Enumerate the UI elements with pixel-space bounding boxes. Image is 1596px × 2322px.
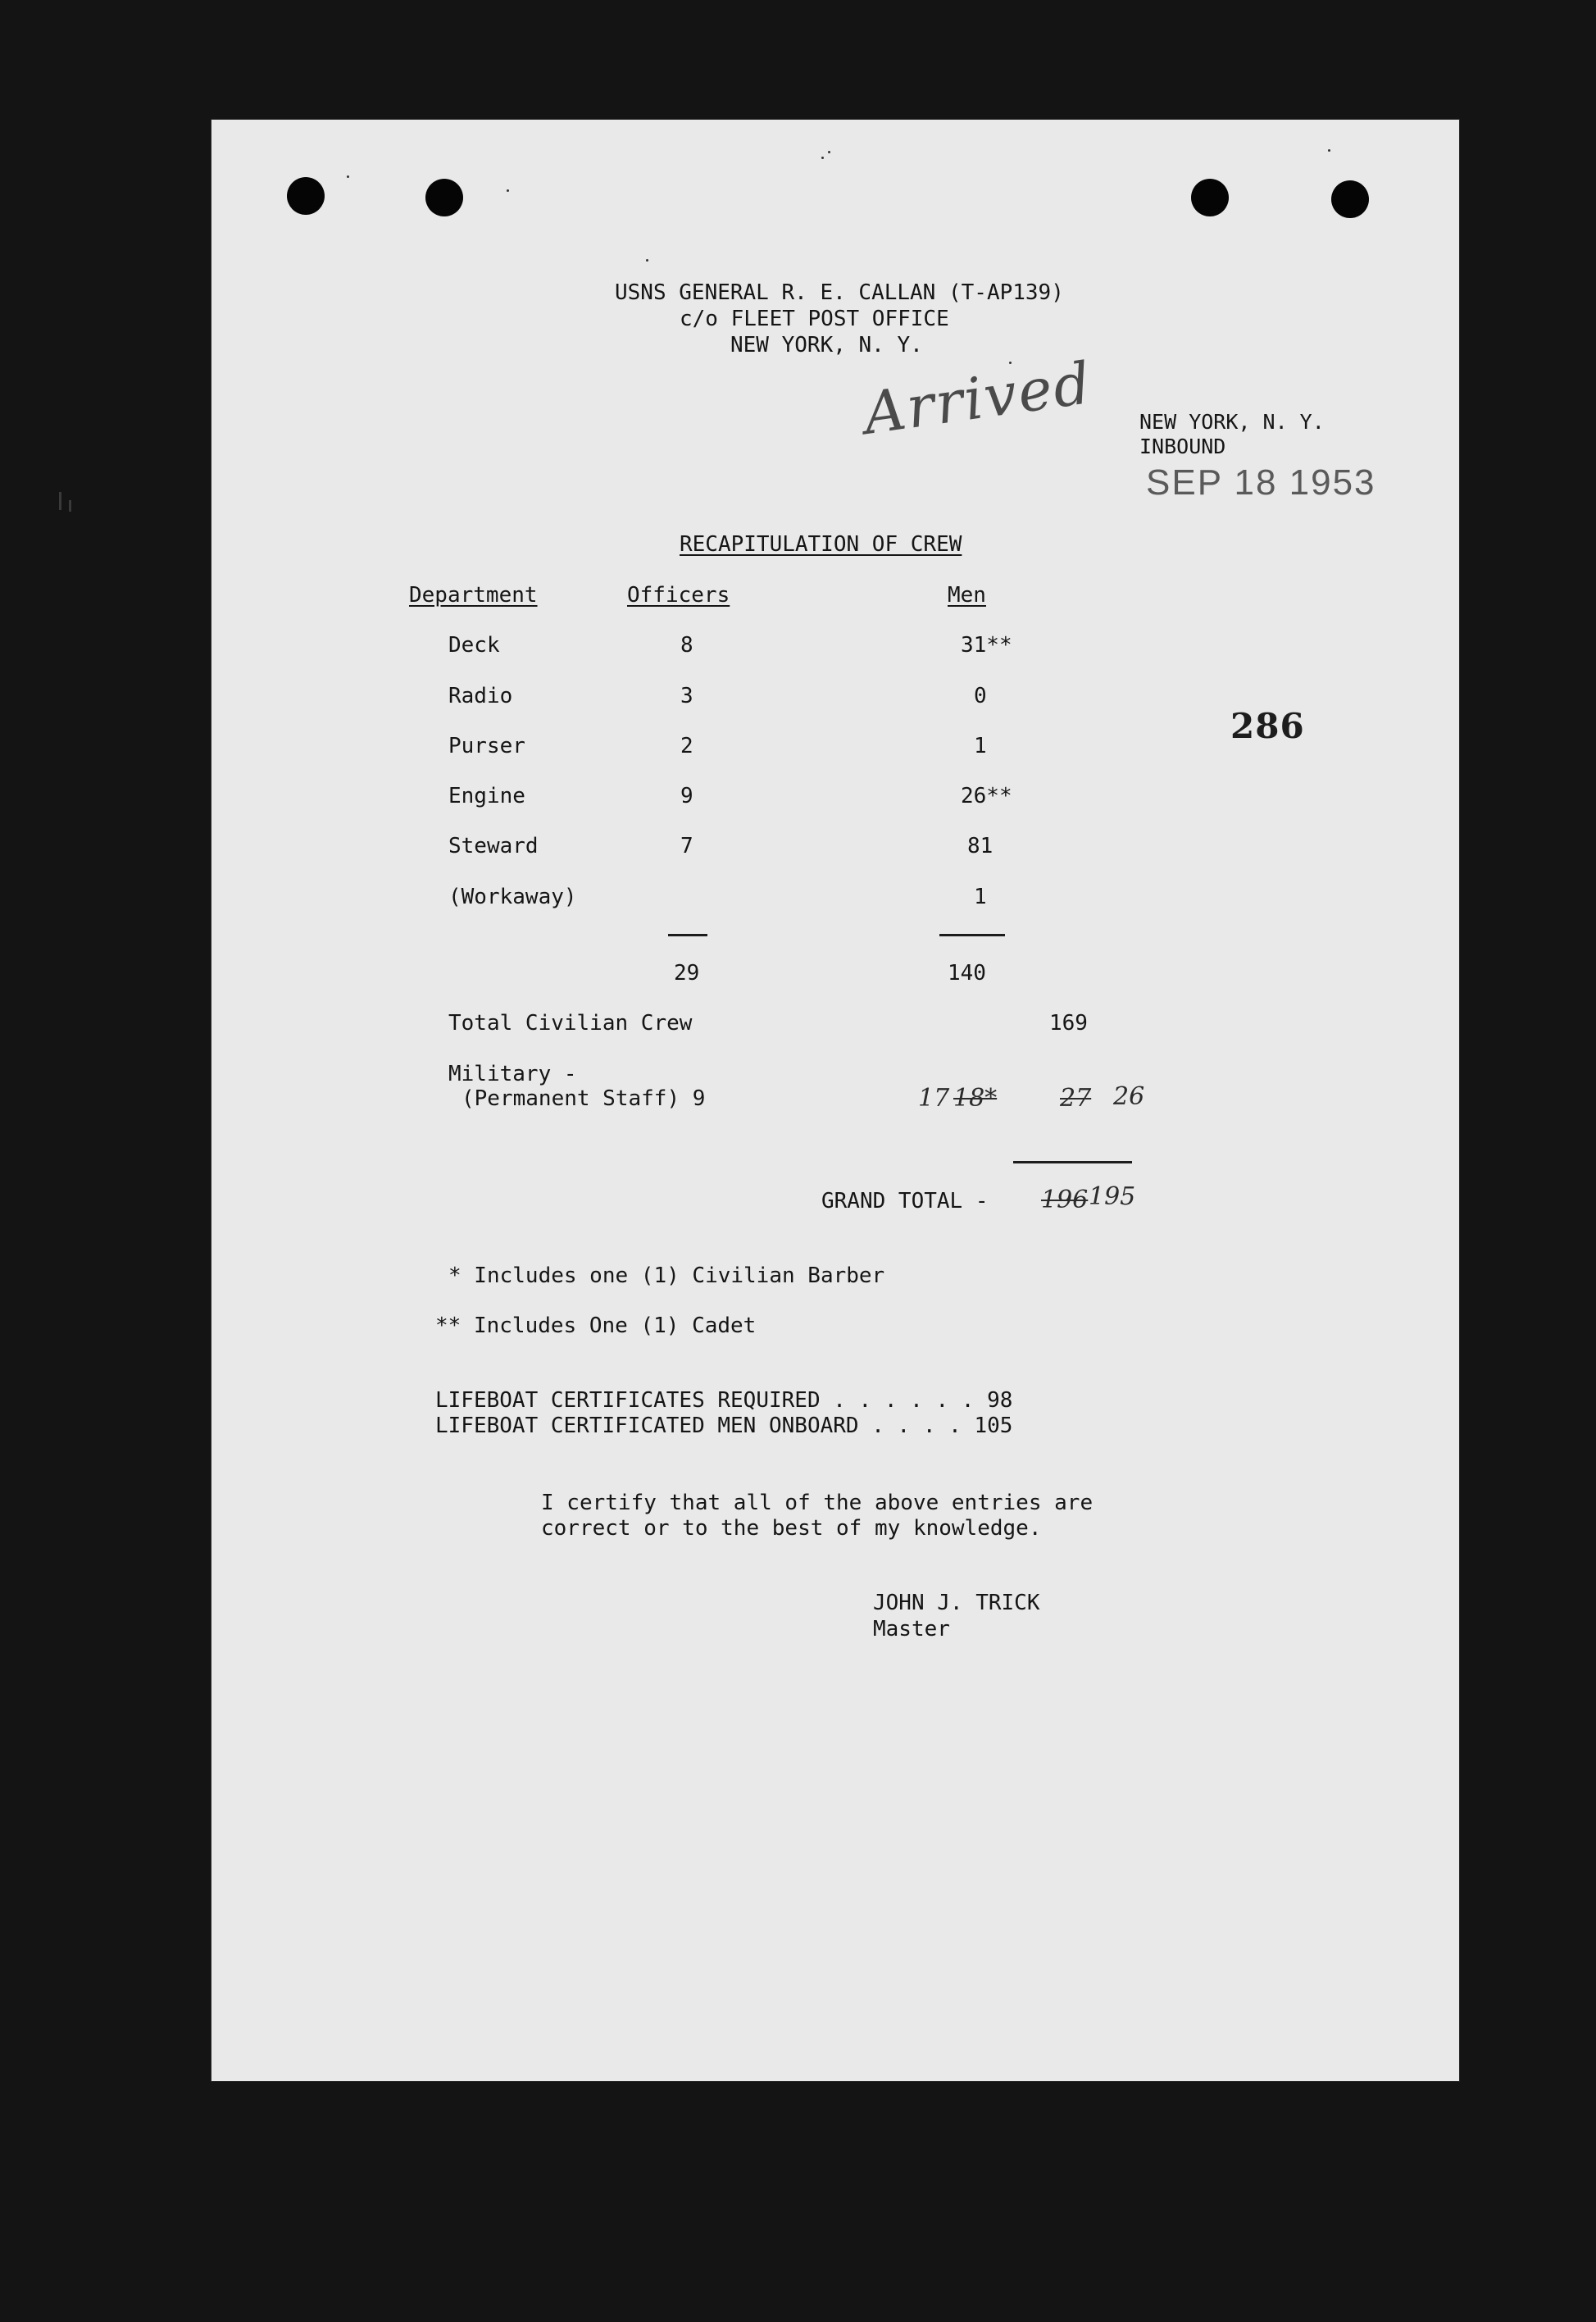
document-title: RECAPITULATION OF CREW bbox=[680, 532, 962, 557]
row-engine-men: 26** bbox=[961, 784, 1012, 808]
signature-name: JOHN J. TRICK bbox=[873, 1591, 1040, 1615]
lifeboat-onboard: LIFEBOAT CERTIFICATED MEN ONBOARD . . . . 105 bbox=[435, 1414, 1013, 1438]
officers-subtotal-rule bbox=[668, 934, 707, 936]
military-men-corrected: 17 bbox=[918, 1084, 950, 1113]
officers-subtotal: 29 bbox=[674, 961, 700, 986]
row-engine-dept: Engine bbox=[448, 784, 525, 808]
military-staff-label: (Permanent Staff) 9 bbox=[462, 1086, 706, 1111]
arrived-handwriting: Arrived bbox=[859, 348, 1096, 448]
footnote-barber: * Includes one (1) Civilian Barber bbox=[448, 1263, 885, 1288]
grand-total-corrected: 195 bbox=[1089, 1182, 1136, 1211]
punch-hole bbox=[287, 177, 325, 215]
certification-line-1: I certify that all of the above entries are bbox=[541, 1491, 1094, 1515]
row-purser-officers: 2 bbox=[680, 734, 693, 758]
row-purser-men: 1 bbox=[974, 734, 987, 758]
col-header-officers: Officers bbox=[627, 583, 730, 608]
total-civilian-label: Total Civilian Crew bbox=[448, 1011, 693, 1036]
paper-speck bbox=[1328, 149, 1330, 152]
punch-hole bbox=[1191, 179, 1229, 216]
military-total-corrected: 26 bbox=[1113, 1082, 1145, 1111]
city-line: NEW YORK, N. Y. bbox=[730, 333, 923, 357]
paper-speck bbox=[821, 157, 824, 159]
ship-name: USNS GENERAL R. E. CALLAN (T-AP139) bbox=[615, 280, 1064, 305]
document-page bbox=[211, 120, 1459, 2081]
row-deck-officers: 8 bbox=[680, 633, 693, 658]
lifeboat-required: LIFEBOAT CERTIFICATES REQUIRED . . . . . . 98 bbox=[435, 1388, 1013, 1413]
men-subtotal-rule bbox=[939, 934, 1005, 936]
military-total-struck: 27 bbox=[1060, 1084, 1092, 1113]
row-workaway-men: 1 bbox=[974, 885, 987, 909]
arrival-port: NEW YORK, N. Y. bbox=[1139, 410, 1325, 434]
row-workaway-dept: (Workaway) bbox=[448, 885, 577, 909]
military-men-struck: 18* bbox=[953, 1084, 998, 1113]
grand-total-struck: 196 bbox=[1041, 1186, 1089, 1214]
row-steward-men: 81 bbox=[967, 834, 994, 858]
signature-title: Master bbox=[873, 1617, 950, 1641]
date-stamp: SEP 18 1953 bbox=[1146, 462, 1376, 503]
total-civilian-value: 169 bbox=[1049, 1011, 1088, 1036]
punch-hole bbox=[1331, 180, 1369, 218]
page-number: 286 bbox=[1230, 706, 1305, 746]
scan-border-mark bbox=[69, 500, 71, 512]
row-purser-dept: Purser bbox=[448, 734, 525, 758]
row-deck-dept: Deck bbox=[448, 633, 500, 658]
row-steward-officers: 7 bbox=[680, 834, 693, 858]
military-label: Military - bbox=[448, 1062, 577, 1086]
paper-speck bbox=[507, 189, 509, 192]
grand-total-label: GRAND TOTAL - bbox=[821, 1189, 989, 1213]
row-deck-men: 31** bbox=[961, 633, 1012, 658]
row-radio-men: 0 bbox=[974, 684, 987, 708]
scan-border-mark bbox=[59, 492, 61, 510]
paper-speck bbox=[828, 151, 830, 153]
paper-speck bbox=[347, 175, 349, 178]
row-radio-dept: Radio bbox=[448, 684, 513, 708]
grand-total-rule bbox=[1013, 1161, 1132, 1163]
row-engine-officers: 9 bbox=[680, 784, 693, 808]
arrival-direction: INBOUND bbox=[1139, 435, 1226, 458]
certification-line-2: correct or to the best of my knowledge. bbox=[541, 1516, 1042, 1541]
row-radio-officers: 3 bbox=[680, 684, 693, 708]
col-header-men: Men bbox=[948, 583, 986, 608]
col-header-department: Department bbox=[409, 583, 538, 608]
footnote-cadet: ** Includes One (1) Cadet bbox=[435, 1314, 757, 1338]
men-subtotal: 140 bbox=[948, 961, 986, 986]
row-steward-dept: Steward bbox=[448, 834, 539, 858]
care-of-line: c/o FLEET POST OFFICE bbox=[680, 307, 949, 331]
punch-hole bbox=[425, 179, 463, 216]
paper-speck bbox=[646, 259, 648, 262]
